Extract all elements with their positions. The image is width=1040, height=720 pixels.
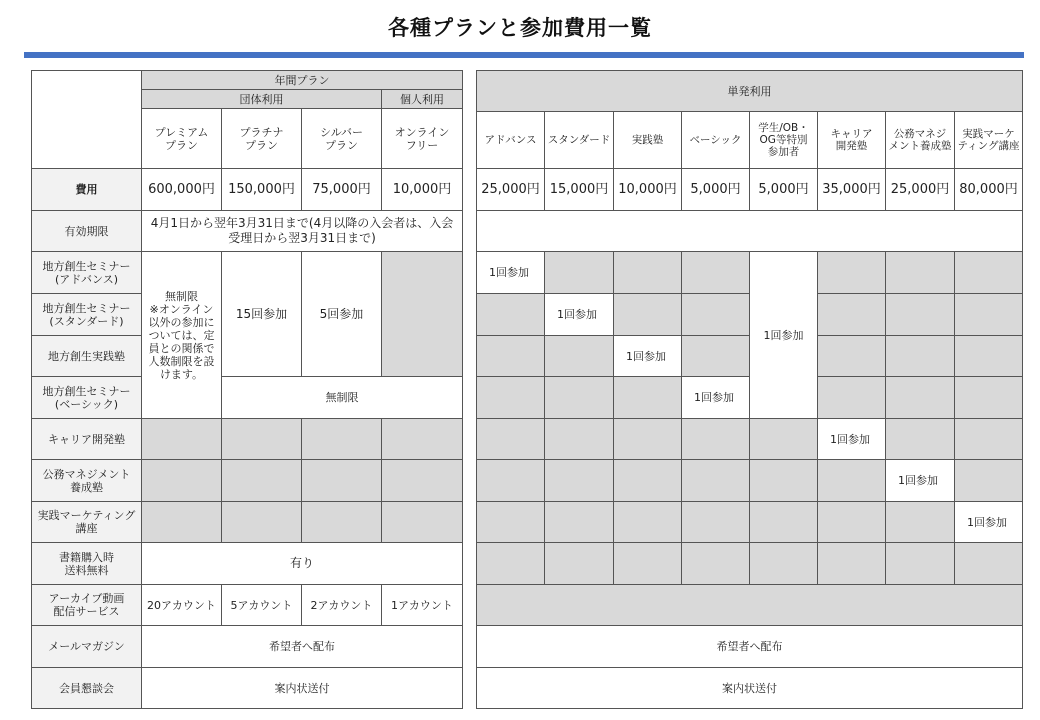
grey-cell: [886, 502, 955, 543]
single-plan-header-standard: スタンダード: [545, 112, 614, 169]
grey-cell: [545, 419, 614, 460]
grey-cell: [545, 336, 614, 377]
grey-cell: [955, 543, 1023, 585]
grey-cell: [382, 502, 463, 543]
grey-cell: [142, 460, 222, 502]
grey-cell: [682, 336, 750, 377]
grey-cell: [955, 294, 1023, 336]
grey-cell: [302, 419, 382, 460]
grey-cell: [477, 460, 545, 502]
meeting-value: 案内状送付: [142, 668, 463, 709]
archive-premium: 20アカウント: [142, 585, 222, 626]
plan-header-online-free: オンライン フリー: [382, 109, 463, 169]
grey-cell: [886, 336, 955, 377]
plan-header-silver: シルバー プラン: [302, 109, 382, 169]
archive-platinum: 5アカウント: [222, 585, 302, 626]
grey-cell: [750, 502, 818, 543]
single-fee-career: 35,000円: [818, 169, 886, 211]
grey-cell: [750, 543, 818, 585]
grey-cell: [886, 543, 955, 585]
title-underline-bar: [24, 52, 1024, 58]
single-plan-header-student: 学生/OB・ OG等特別 参加者: [750, 112, 818, 169]
grey-cell: [614, 543, 682, 585]
grey-cell: [614, 252, 682, 294]
silver-participation-count: 5回参加: [302, 252, 382, 377]
once-public-mgmt: 1回参加: [886, 460, 955, 502]
plan-header-platinum: プラチナ プラン: [222, 109, 302, 169]
mail-value: 希望者へ配布: [142, 626, 463, 668]
grey-cell: [955, 336, 1023, 377]
grey-cell: [818, 336, 886, 377]
row-label-public-mgmt: 公務マネジメント 養成塾: [32, 460, 142, 502]
grey-cell: [682, 252, 750, 294]
grey-cell: [477, 336, 545, 377]
grey-cell: [545, 252, 614, 294]
validity-blank: [477, 211, 1023, 252]
grey-cell: [477, 377, 545, 419]
archive-blank: [477, 585, 1023, 626]
fee-platinum: 150,000円: [222, 169, 302, 211]
annual-plan-table: [31, 70, 463, 709]
fee-online-free: 10,000円: [382, 169, 463, 211]
grey-cell: [818, 252, 886, 294]
single-fee-practice: 10,000円: [614, 169, 682, 211]
grey-cell: [382, 460, 463, 502]
grey-cell: [614, 294, 682, 336]
basic-unlimited: 無制限: [222, 377, 463, 419]
grey-cell: [750, 460, 818, 502]
row-label-seminar-basic: 地方創生セミナー (ベーシック): [32, 377, 142, 419]
once-basic: 1回参加: [682, 377, 750, 419]
group-use-header: 団体利用: [142, 90, 382, 109]
once-student: 1回参加: [750, 252, 818, 419]
row-label-marketing: 実践マーケティング 講座: [32, 502, 142, 543]
grey-cell: [682, 460, 750, 502]
grey-cell: [955, 377, 1023, 419]
archive-online-free: 1アカウント: [382, 585, 463, 626]
grey-cell: [955, 252, 1023, 294]
row-label-meeting: 会員懇談会: [32, 668, 142, 709]
single-fee-advance: 25,000円: [477, 169, 545, 211]
row-label-books: 書籍購入時 送料無料: [32, 543, 142, 585]
grey-cell: [886, 252, 955, 294]
grey-cell: [142, 419, 222, 460]
grey-cell: [222, 502, 302, 543]
single-plan-header-public-mgmt: 公務マネジ メント養成塾: [886, 112, 955, 169]
grey-cell: [886, 419, 955, 460]
platinum-participation-count: 15回参加: [222, 252, 302, 377]
single-plan-header-career: キャリア 開発塾: [818, 112, 886, 169]
once-standard: 1回参加: [545, 294, 614, 336]
single-fee-student: 5,000円: [750, 169, 818, 211]
row-label-mail: メールマガジン: [32, 626, 142, 668]
grey-cell: [614, 460, 682, 502]
grey-cell: [382, 419, 463, 460]
row-label-fee: 費用: [32, 169, 142, 211]
once-practice: 1回参加: [614, 336, 682, 377]
fee-silver: 75,000円: [302, 169, 382, 211]
fee-premium: 600,000円: [142, 169, 222, 211]
row-label-seminar-standard: 地方創生セミナー (スタンダード): [32, 294, 142, 336]
grey-cell: [222, 460, 302, 502]
grey-cell: [955, 460, 1023, 502]
once-advance: 1回参加: [477, 252, 545, 294]
grey-cell: [477, 294, 545, 336]
row-label-practice-juku: 地方創生実践塾: [32, 336, 142, 377]
single-fee-public-mgmt: 25,000円: [886, 169, 955, 211]
plan-header-premium: プレミアム プラン: [142, 109, 222, 169]
single-fee-standard: 15,000円: [545, 169, 614, 211]
single-plan-header-marketing: 実践マーケ ティング講座: [955, 112, 1023, 169]
grey-cell: [614, 419, 682, 460]
grey-cell: [818, 294, 886, 336]
grey-cell: [545, 377, 614, 419]
grey-cell: [818, 502, 886, 543]
row-label-validity: 有効期限: [32, 211, 142, 252]
grey-cell: [302, 460, 382, 502]
grey-cell: [682, 419, 750, 460]
grey-cell: [682, 502, 750, 543]
online-free-seminar-blank: [382, 252, 463, 377]
grey-cell: [302, 502, 382, 543]
single-fee-marketing: 80,000円: [955, 169, 1023, 211]
books-free-shipping-value: 有り: [142, 543, 463, 585]
archive-silver: 2アカウント: [302, 585, 382, 626]
grey-cell: [886, 377, 955, 419]
grey-cell: [545, 460, 614, 502]
grey-cell: [477, 419, 545, 460]
grey-cell: [682, 543, 750, 585]
grey-cell: [818, 543, 886, 585]
grey-cell: [477, 543, 545, 585]
single-meeting-value: 案内状送付: [477, 668, 1023, 709]
single-plan-header-basic: ベーシック: [682, 112, 750, 169]
grey-cell: [614, 502, 682, 543]
grey-cell: [545, 543, 614, 585]
row-label-seminar-advance: 地方創生セミナー (アドバンス): [32, 252, 142, 294]
validity-text: 4月1日から翌年3月31日まで(4月以降の入会者は、入会受理日から翌3月31日まで): [142, 211, 463, 252]
page-title: 各種プランと参加費用一覧: [388, 16, 652, 40]
premium-participation-note: 無制限 ※オンライン以外の参加については、定員との関係で人数制限を設けます。: [142, 252, 222, 419]
single-mail-value: 希望者へ配布: [477, 626, 1023, 668]
single-plan-header-advance: アドバンス: [477, 112, 545, 169]
individual-use-header: 個人利用: [382, 90, 463, 109]
grey-cell: [682, 294, 750, 336]
single-fee-basic: 5,000円: [682, 169, 750, 211]
annual-plan-header: 年間プラン: [142, 71, 463, 90]
single-plan-header-practice: 実践塾: [614, 112, 682, 169]
once-career: 1回参加: [818, 419, 886, 460]
grey-cell: [818, 460, 886, 502]
grey-cell: [477, 502, 545, 543]
single-use-header: 単発利用: [477, 71, 1023, 112]
corner-cell: [32, 71, 142, 169]
grey-cell: [750, 419, 818, 460]
single-use-table: [476, 70, 1023, 709]
grey-cell: [545, 502, 614, 543]
grey-cell: [222, 419, 302, 460]
grey-cell: [818, 377, 886, 419]
grey-cell: [955, 419, 1023, 460]
once-marketing: 1回参加: [955, 502, 1023, 543]
grey-cell: [886, 294, 955, 336]
grey-cell: [614, 377, 682, 419]
row-label-career-juku: キャリア開発塾: [32, 419, 142, 460]
grey-cell: [142, 502, 222, 543]
row-label-archive: アーカイブ動画 配信サービス: [32, 585, 142, 626]
